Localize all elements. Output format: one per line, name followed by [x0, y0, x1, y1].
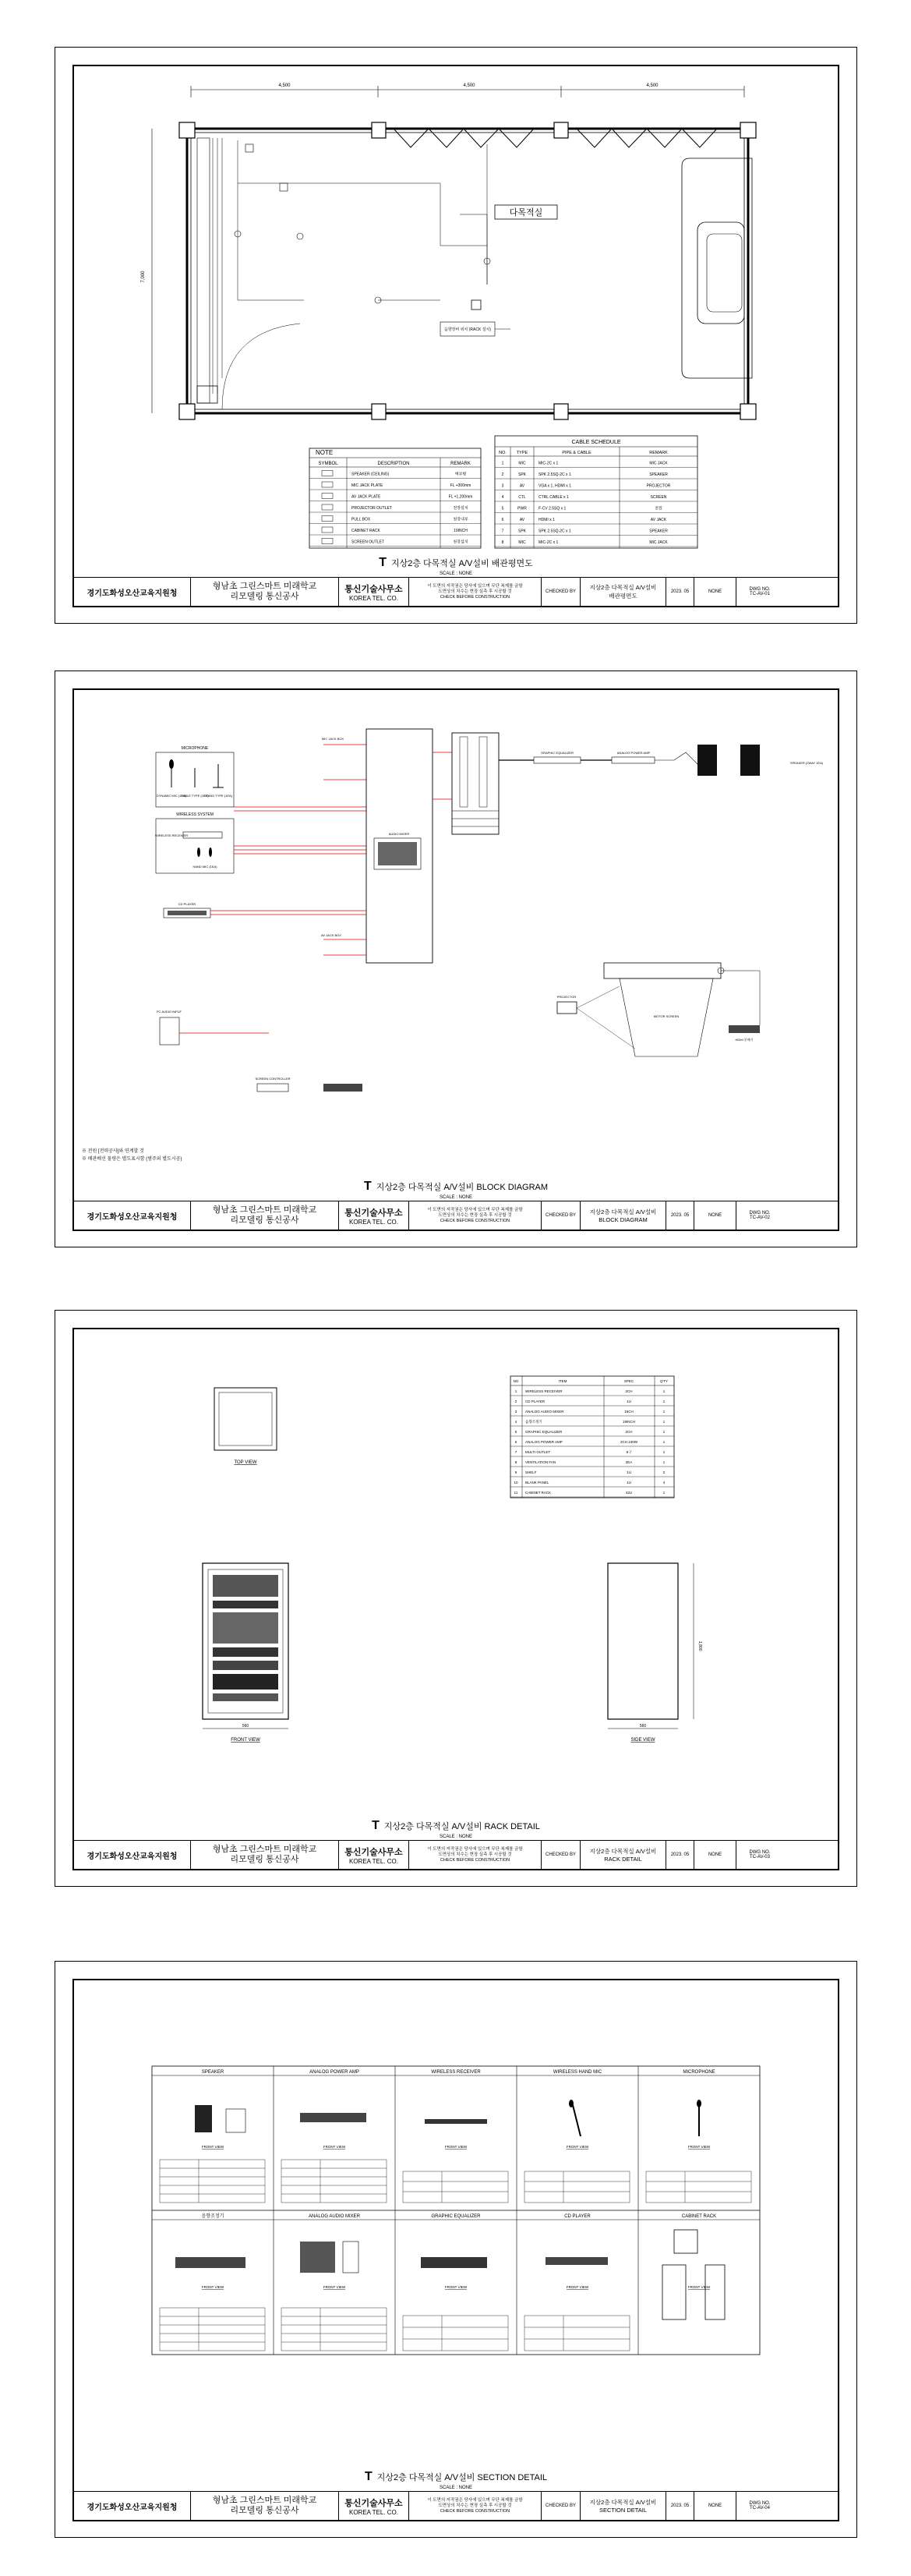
tb-client: 경기도화성오산교육지원청: [74, 578, 191, 606]
front-view-label: FRONT VIEW: [231, 1738, 260, 1743]
company-sub: KOREA TEL. CO.: [349, 2508, 398, 2516]
section-detail-drawing: [74, 1980, 838, 2487]
cable-no: 6: [501, 518, 504, 522]
tb-date: 2023. 05: [666, 2492, 694, 2520]
tb-dwgno: [736, 1201, 783, 1230]
rack-no: 3: [514, 1410, 517, 1414]
cable-type: MIC: [518, 540, 526, 545]
cable-no: 4: [501, 495, 504, 500]
cable-pipe: SPK 2.5SQ-2C x 1: [538, 472, 571, 477]
cable-no: 8: [501, 540, 504, 545]
section-cell-title: CABINET RACK: [681, 2214, 717, 2219]
note-symbol: [322, 471, 333, 476]
rack-spec: 42U: [625, 1491, 633, 1495]
cable-remark: PROJECTOR: [646, 483, 671, 489]
note-symbol: [322, 482, 333, 487]
tb-company: [339, 2492, 409, 2520]
dim-1: 4,500: [278, 83, 291, 88]
lbl-wireless-mic: HAND MIC (1EA): [192, 865, 217, 869]
lbl-wireless: WIRELESS SYSTEM: [176, 812, 214, 817]
note-remark: 벽부형: [454, 472, 467, 477]
note-remark: 천장설치: [453, 506, 468, 511]
rack-qty: 1: [662, 1450, 666, 1454]
tb-project-2: 리모델링 통신공사: [230, 592, 299, 601]
side-height-dim: 1,800: [697, 1641, 702, 1651]
cable-remark: SPEAKER: [649, 529, 668, 534]
note-remark: 19INCH: [454, 529, 468, 533]
section-cell-title: ANALOG POWER AMP: [309, 2070, 359, 2075]
company-logo: 통신기술사무소: [344, 584, 403, 594]
lbl-mic-jack: MIC JACK BOX: [321, 737, 344, 741]
tb-client: 경기도화성오산교육지원청: [74, 1201, 191, 1230]
cable-pipe: MIC-2C x 1: [538, 540, 559, 545]
tb-project: [191, 2492, 339, 2520]
dim-4: 7,000: [141, 271, 146, 283]
tb-dwg-label: DWG NO.: [749, 1211, 771, 1215]
tb-client: 경기도화성오산교육지원청: [74, 2492, 191, 2520]
tb-scale: NONE: [694, 1841, 736, 1869]
rack-item: MULTI OUTLET: [525, 1450, 551, 1454]
tb-notes: [409, 2492, 542, 2520]
dim-2: 4,500: [463, 83, 475, 88]
cable-no: 3: [501, 483, 504, 489]
rack-no: 5: [514, 1430, 517, 1434]
cable-type: SPK: [517, 529, 527, 534]
tb-dwgno: [736, 578, 783, 606]
note-h-desc: DESCRIPTION: [377, 462, 410, 466]
tb-drawing-title: [581, 578, 666, 606]
tb-date: 2023. 05: [666, 1201, 694, 1230]
note-remark: 천장설치: [453, 540, 468, 545]
tb-drawing-title: [581, 2492, 666, 2520]
cable-h-no: NO.: [499, 451, 507, 455]
lbl-projector: PROJECTOR: [556, 995, 577, 999]
lbl-wireless-rx: WIRELESS RECEIVER: [154, 833, 189, 837]
tb-note-3: CHECK BEFORE CONSTRUCTION: [440, 1218, 510, 1223]
rack-no: 2: [514, 1399, 517, 1403]
tb-notes: [409, 1841, 542, 1869]
cable-h-remark: REMARK: [649, 451, 668, 455]
tb-dtitle-1: 지상2층 다목적실 A/V설비: [589, 1208, 657, 1215]
rack-item: WIRELESS RECEIVER: [525, 1389, 563, 1393]
rack-item: ANALOG POWER AMP: [525, 1440, 563, 1444]
tb-note-3: CHECK BEFORE CONSTRUCTION: [440, 594, 510, 600]
cable-pipe: SPK 2.5SQ-2C x 1: [538, 529, 571, 534]
rack-qty: 4: [662, 1481, 666, 1484]
rack-item: BLANK PANEL: [525, 1481, 549, 1484]
top-view-label: TOP VIEW: [234, 1460, 257, 1465]
section-cell-title: WIRELESS RECEIVER: [431, 2070, 481, 2075]
tb-checked: CHECKED BY: [542, 578, 581, 606]
cable-pipe: CTRL CABLE x 1: [538, 495, 569, 500]
cable-no: 5: [501, 506, 504, 511]
section-cell-view: FRONT VIEW: [323, 2285, 346, 2289]
drawing-sheet-3: [55, 1310, 857, 1887]
rack-qty: 1: [662, 1430, 666, 1434]
rack-spec: 2EA: [625, 1460, 633, 1464]
tb-note-2: 도면상의 치수는 현장 실측 후 시공할 것: [438, 1212, 512, 1218]
drawing-sheet-4: [55, 1961, 857, 2538]
company-sub: KOREA TEL. CO.: [349, 1857, 398, 1865]
note-symbol: [322, 527, 333, 533]
tb-checked: CHECKED BY: [542, 1841, 581, 1869]
caption-title: 지상2층 다목적실 A/V설비 SECTION DETAIL: [376, 2473, 548, 2482]
lbl-mic-b: TABLE TYPE (1EA): [181, 794, 209, 798]
drawing-frame: [72, 1979, 839, 2521]
drawing-sheet-2: [55, 671, 857, 1247]
rack-item: VENTILATION FAN: [525, 1460, 556, 1464]
section-cell-title: GRAPHIC EQUALIZER: [431, 2214, 481, 2219]
rack-qty: 2: [662, 1470, 666, 1474]
tb-note-3: CHECK BEFORE CONSTRUCTION: [440, 1857, 510, 1863]
rack-spec: 1U: [627, 1399, 631, 1403]
section-cell-title: WIRELESS HAND MIC: [553, 2070, 602, 2075]
bd-note-2: ※ 배관배선 물량은 별도표시함 (범주외 별도시공): [82, 1157, 182, 1162]
cable-remark: AV JACK: [650, 518, 667, 522]
rack-no: 10: [514, 1481, 518, 1484]
tb-dtitle-2: RACK DETAIL: [604, 1856, 642, 1863]
rack-spec: 16CH: [624, 1410, 634, 1414]
rack-qty: 1: [662, 1491, 666, 1495]
note-title: NOTE: [316, 449, 334, 456]
lbl-eq: GRAPHIC EQUALIZER: [540, 751, 574, 755]
cable-no: 2: [501, 472, 504, 477]
cable-remark: SCREEN: [650, 495, 667, 500]
section-cell-view: FRONT VIEW: [201, 2285, 224, 2289]
tb-dtitle-2: BLOCK DIAGRAM: [599, 1216, 648, 1223]
rack-item: 음향조정기: [525, 1420, 542, 1424]
tb-date: 2023. 05: [666, 578, 694, 606]
rack-no: 11: [514, 1491, 518, 1495]
rack-qty: 1: [662, 1420, 666, 1424]
tb-dwg-label: DWG NO.: [749, 1850, 771, 1855]
tb-note-2: 도면상의 치수는 현장 실측 후 시공할 것: [438, 2503, 512, 2508]
rack-spec: 2CH 240W: [620, 1440, 638, 1444]
note-symbol: [322, 504, 333, 510]
rack-spec: 1U: [627, 1470, 631, 1474]
rack-qty: 1: [662, 1440, 666, 1444]
rack-item: SHELF: [525, 1470, 537, 1474]
note-desc: PULL BOX: [351, 517, 371, 522]
lbl-pc: PC AUDIO INPUT: [156, 1010, 182, 1014]
rack-spec: 2CH: [625, 1430, 633, 1434]
lbl-ctrl: SCREEN CONTROLLER: [255, 1077, 291, 1081]
rack-qty: 1: [662, 1389, 666, 1393]
rack-spec: 1U: [627, 1481, 631, 1484]
block-diagram-drawing: [74, 690, 838, 1197]
title-block: [74, 2491, 838, 2520]
tb-checked: CHECKED BY: [542, 2492, 581, 2520]
tb-dwg-value: TC-AV-01: [750, 592, 770, 596]
section-cell-view: FRONT VIEW: [323, 2145, 346, 2149]
rack-h-spec: SPEC: [623, 1379, 634, 1383]
tb-note-3: CHECK BEFORE CONSTRUCTION: [440, 2508, 510, 2514]
tb-project: [191, 1841, 339, 1869]
cable-type: MIC: [518, 461, 526, 466]
tb-project-2: 리모델링 통신공사: [230, 1215, 299, 1225]
rack-no: 8: [514, 1460, 517, 1464]
cable-type: SPK: [517, 472, 527, 477]
section-cell-view: FRONT VIEW: [444, 2145, 468, 2149]
cable-h-type: TYPE: [516, 451, 528, 455]
cable-remark: 전원: [655, 506, 662, 511]
tb-client: 경기도화성오산교육지원청: [74, 1841, 191, 1869]
cable-remark: SPEAKER: [649, 472, 668, 477]
caption-scale: SCALE : NONE: [439, 2486, 472, 2490]
tb-notes: [409, 1201, 542, 1230]
tb-project-2: 리모델링 통신공사: [230, 2506, 299, 2515]
section-cell-view: FRONT VIEW: [687, 2285, 711, 2289]
note-desc: MIC JACK PLATE: [351, 483, 383, 488]
cable-pipe: MIC-2C x 1: [538, 461, 559, 466]
tb-company: [339, 578, 409, 606]
rack-item: CABINET RACK: [525, 1491, 552, 1495]
tb-note-1: 이 도면의 저작권은 당사에 있으며 무단 복제를 금함: [427, 1207, 523, 1212]
tb-dwg-value: TC-AV-04: [750, 2506, 770, 2511]
caption-title: 지상2층 다목적실 A/V설비 BLOCK DIAGRAM: [376, 1183, 549, 1192]
tb-note-1: 이 도면의 저작권은 당사에 있으며 무단 복제를 금함: [427, 2497, 523, 2503]
tb-project-2: 리모델링 통신공사: [230, 1855, 299, 1864]
tb-date: 2023. 05: [666, 1841, 694, 1869]
rack-no: 9: [514, 1470, 517, 1474]
floor-plan-drawing: [74, 66, 838, 573]
tb-dwg-label: DWG NO.: [749, 2501, 771, 2506]
note-desc: PROJECTOR OUTLET: [351, 506, 392, 511]
rack-qty: 1: [662, 1399, 666, 1403]
note-remark: 천장내부: [453, 517, 468, 522]
lbl-av-jack: AV JACK BOX: [321, 933, 341, 937]
note-desc: SPEAKER (CEILING): [351, 472, 390, 477]
cable-no: 7: [501, 529, 504, 534]
note-remark: FL +300mm: [450, 483, 471, 488]
lbl-microphone: MICROPHONE: [181, 746, 209, 751]
rack-spec: 19INCH: [622, 1420, 636, 1424]
caption-title: 지상2층 다목적실 A/V설비 RACK DETAIL: [383, 1822, 540, 1831]
cable-remark: MIC JACK: [649, 461, 668, 466]
tb-dtitle-1: 지상2층 다목적실 A/V설비: [589, 584, 657, 591]
dim-3: 4,500: [646, 83, 659, 88]
note-desc: CABINET RACK: [351, 529, 380, 533]
rack-qty: 1: [662, 1460, 666, 1464]
tb-dwg-value: TC-AV-02: [750, 1215, 770, 1220]
tb-project-1: 형남초 그린스마트 미래학교: [212, 1845, 317, 1854]
note-remark: FL +1,200mm: [448, 494, 473, 500]
drawing-frame: [72, 65, 839, 607]
title-block: [74, 577, 838, 606]
tb-scale: NONE: [694, 578, 736, 606]
tb-dtitle-2: SECTION DETAIL: [599, 2507, 648, 2514]
company-sub: KOREA TEL. CO.: [349, 594, 398, 602]
tb-dtitle-1: 지상2층 다목적실 A/V설비: [589, 2499, 657, 2506]
section-cell-view: FRONT VIEW: [444, 2285, 468, 2289]
rack-h-no: NO: [513, 1379, 519, 1383]
tb-dwgno: [736, 1841, 783, 1869]
tb-drawing-title: [581, 1841, 666, 1869]
section-cell-title: SPEAKER: [201, 2070, 224, 2075]
caption-scale: SCALE : NONE: [439, 1835, 472, 1839]
company-logo: 통신기술사무소: [344, 1208, 403, 1218]
cable-title: CABLE SCHEDULE: [571, 440, 621, 445]
cable-pipe: HDMI x 1: [538, 518, 555, 522]
rack-qty: 1: [662, 1410, 666, 1414]
drawing-caption: T 지상2층 다목적실 A/V설비 배관평면도 SCALE : NONE: [74, 556, 838, 576]
section-cell-title: CD PLAYER: [564, 2214, 591, 2219]
lbl-mic-c: STAND TYPE (1EA): [203, 794, 233, 798]
cable-remark: MIC JACK: [649, 540, 668, 545]
note-h-remark: REMARK: [450, 462, 471, 466]
bd-note-1: ※ 전원 [전력공사]와 연계할 것: [82, 1149, 144, 1154]
cable-type: AV: [519, 483, 525, 489]
front-width-dim: 560: [242, 1724, 249, 1729]
side-view-label: SIDE VIEW: [630, 1738, 655, 1743]
tb-note-2: 도면상의 치수는 현장 실측 후 시공할 것: [438, 1852, 512, 1857]
tb-checked: CHECKED BY: [542, 1201, 581, 1230]
rack-spec: 8구: [626, 1450, 632, 1454]
side-depth-dim: 560: [639, 1724, 647, 1729]
caption-scale: SCALE : NONE: [439, 571, 472, 576]
cable-type: AV: [519, 518, 525, 522]
cable-rows: [495, 462, 697, 547]
caption-title: 지상2층 다목적실 A/V설비 배관평면도: [391, 559, 533, 568]
tb-project-1: 형남초 그린스마트 미래학교: [212, 2496, 317, 2505]
tb-note-1: 이 도면의 저작권은 당사에 있으며 무단 복제를 금함: [427, 1846, 523, 1852]
lbl-mic-a: DYNAMIC MIC (1EA): [156, 794, 187, 798]
tb-project: [191, 1201, 339, 1230]
tb-project-1: 형남초 그린스마트 미래학교: [212, 1205, 317, 1215]
rack-rows: [510, 1385, 674, 1497]
drawing-caption: T 지상2층 다목적실 A/V설비 RACK DETAIL SCALE : NONE: [74, 1819, 838, 1839]
tb-dtitle-1: 지상2층 다목적실 A/V설비: [589, 1848, 657, 1855]
tb-note-2: 도면상의 치수는 현장 실측 후 시공할 것: [438, 589, 512, 594]
tb-dwg-label: DWG NO.: [749, 587, 771, 592]
company-sub: KOREA TEL. CO.: [349, 1218, 398, 1226]
section-cell-view: FRONT VIEW: [566, 2285, 589, 2289]
lbl-screen: MOTOR SCREEN: [653, 1014, 680, 1018]
rack-h-qty: Q'TY: [659, 1379, 669, 1383]
title-block: [74, 1840, 838, 1869]
cable-pipe: VGA x 1, HDMI x 1: [538, 483, 571, 489]
drawing-frame: [72, 688, 839, 1231]
tb-dwg-value: TC-AV-03: [750, 1855, 770, 1859]
tb-notes: [409, 578, 542, 606]
lbl-hdmi: HDMI 분배기: [735, 1038, 754, 1042]
caption-scale: SCALE : NONE: [439, 1195, 472, 1200]
cable-pipe: F-CV 2.5SQ x 1: [538, 506, 567, 511]
drawing-sheet-1: [55, 47, 857, 624]
note-h-symbol: SYMBOL: [318, 462, 338, 466]
company-logo: 통신기술사무소: [344, 1847, 403, 1857]
note-symbol: [322, 494, 333, 499]
cable-h-pipe: PIPE & CABLE: [562, 451, 591, 455]
rack-callout: 음향장비 위치 (RACK 설치): [443, 327, 492, 332]
tb-dtitle-2: 배관평면도: [609, 593, 637, 600]
rack-no: 4: [514, 1420, 517, 1424]
section-cell-title: MICROPHONE: [683, 2070, 715, 2075]
section-cell-view: FRONT VIEW: [566, 2145, 589, 2149]
rack-item: ANALOG AUDIO MIXER: [525, 1410, 564, 1414]
tb-company: [339, 1841, 409, 1869]
note-symbol: [322, 539, 333, 544]
tb-drawing-title: [581, 1201, 666, 1230]
drawing-caption: T 지상2층 다목적실 A/V설비 SECTION DETAIL SCALE : NONE: [74, 2470, 838, 2490]
drawing-frame: [72, 1328, 839, 1870]
drawing-caption: T 지상2층 다목적실 A/V설비 BLOCK DIAGRAM SCALE : NONE: [74, 1180, 838, 1200]
lbl-amp: ANALOG POWER AMP: [616, 751, 651, 755]
rack-item: CD PLAYER: [525, 1399, 546, 1403]
cable-no: 1: [501, 461, 504, 466]
lbl-cd: CD PLAYER: [178, 902, 196, 906]
section-cell-title: ANALOG AUDIO MIXER: [308, 2214, 361, 2219]
note-desc: AV JACK PLATE: [351, 494, 381, 500]
section-cells: [202, 2070, 717, 2289]
company-logo: 통신기술사무소: [344, 2498, 403, 2508]
tb-project: [191, 578, 339, 606]
rack-no: 6: [514, 1440, 517, 1444]
room-label: 다목적실: [509, 208, 543, 218]
tb-note-1: 이 도면의 저작권은 당사에 있으며 무단 복제를 금함: [427, 583, 523, 589]
title-block: [74, 1201, 838, 1230]
cable-type: CTL: [518, 495, 526, 500]
lbl-mixer: AUDIO MIXER: [388, 832, 410, 836]
section-cell-view: FRONT VIEW: [687, 2145, 711, 2149]
rack-item: GRAPHIC EQUALIZER: [525, 1430, 563, 1434]
note-symbol: [322, 516, 333, 522]
lbl-speaker: SPEAKER (2WAY 1EA): [789, 761, 824, 765]
tb-company: [339, 1201, 409, 1230]
tb-scale: NONE: [694, 2492, 736, 2520]
cable-type: PWR: [517, 506, 527, 511]
note-rows: [309, 471, 481, 547]
note-desc: SCREEN OUTLET: [351, 540, 384, 545]
rack-no: 1: [514, 1389, 517, 1393]
section-cell-title: 음향조정기: [201, 2214, 224, 2219]
rack-no: 7: [514, 1450, 517, 1454]
rack-detail-drawing: [74, 1329, 838, 1836]
rack-h-item: ITEM: [558, 1379, 567, 1383]
section-cell-view: FRONT VIEW: [201, 2145, 224, 2149]
tb-dwgno: [736, 2492, 783, 2520]
tb-project-1: 형남초 그린스마트 미래학교: [212, 582, 317, 591]
rack-spec: 2CH: [625, 1389, 633, 1393]
tb-scale: NONE: [694, 1201, 736, 1230]
